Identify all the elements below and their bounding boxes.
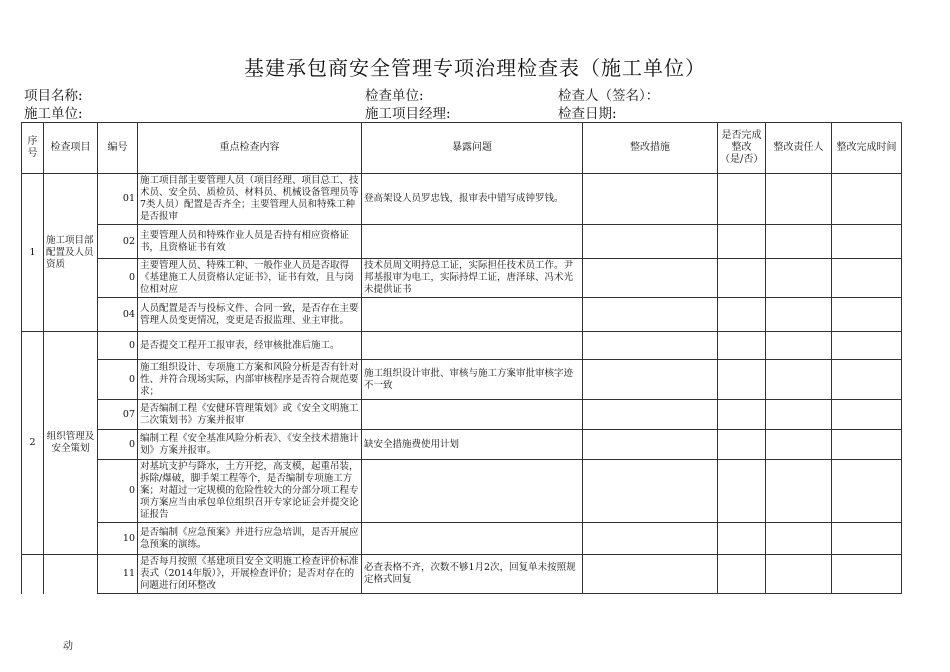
row-time [832, 460, 902, 523]
row-person [766, 555, 832, 594]
row-no: 04 [98, 298, 138, 332]
row-person [766, 430, 832, 460]
row-person [766, 460, 832, 523]
row-person [766, 259, 832, 298]
group-item: 组织管理及安全策划 [44, 332, 98, 555]
row-issue [362, 332, 583, 360]
inspect-unit-label: 检查单位: [365, 88, 424, 104]
row-content: 施工项目部主要管理人员（项目经理、项目总工、技术员、安全员、质检员、材料员、机械设备管理员等7类人员）配置是否齐全；主要管理人员和特殊工种是否报审 [138, 174, 362, 225]
group-seq [22, 555, 44, 594]
row-done [718, 298, 766, 332]
table-row [22, 332, 902, 360]
row-content: 对基坑支护与降水，土方开挖，高支模，起重吊装，拆除/爆破，脚手架工程等个，是否编制专项施工方案；对超过一定规模的危险性较大的分部分项工程专项方案应当由承包单位组织召开专家论证会并提交论证报告 [138, 460, 362, 523]
table-row [22, 259, 902, 298]
table-row [22, 555, 902, 594]
row-issue [362, 298, 583, 332]
row-issue [362, 460, 583, 523]
row-person [766, 174, 832, 225]
table-row [22, 174, 902, 225]
row-no: 11 [98, 555, 138, 594]
row-no: 10 [98, 523, 138, 555]
row-issue [362, 523, 583, 555]
header-person: 整改责任人 [766, 123, 832, 174]
project-name-label: 项目名称: [24, 88, 83, 104]
row-time [832, 259, 902, 298]
row-person [766, 523, 832, 555]
row-done [718, 400, 766, 430]
row-measure [583, 332, 718, 360]
table-row [22, 298, 902, 332]
row-done [718, 332, 766, 360]
header-content: 重点检查内容 [138, 123, 362, 174]
inspect-date-label: 检查日期: [558, 106, 617, 122]
header-seq: 序号 [22, 123, 44, 174]
row-measure [583, 174, 718, 225]
row-content: 是否每月按照《基建项目安全文明施工检查评价标准表式（2014年版）》，开展检查评价；是否对存在的问题进行闭环整改 [138, 555, 362, 594]
row-content: 主要管理人员和特殊作业人员是否持有相应资格证书，且资格证书有效 [138, 225, 362, 259]
row-content: 编制工程《安全基准风险分析表》、《安全技术措施计划》方案并报审。 [138, 430, 362, 460]
row-measure [583, 460, 718, 523]
row-measure [583, 225, 718, 259]
row-done [718, 460, 766, 523]
row-measure [583, 555, 718, 594]
row-content: 主要管理人员、特殊工种、一般作业人员是否取得《基建施工人员资格认定证书》，证书有效，且与岗位相对应 [138, 259, 362, 298]
group-item [44, 555, 98, 594]
row-issue: 施工组织设计审批、审核与施工方案审批审核字迹不一致 [362, 360, 583, 400]
row-no: 0 [98, 460, 138, 523]
row-issue: 缺安全措施费使用计划 [362, 430, 583, 460]
row-time [832, 430, 902, 460]
row-time [832, 555, 902, 594]
row-done [718, 174, 766, 225]
table-row [22, 523, 902, 555]
row-measure [583, 360, 718, 400]
row-issue [362, 225, 583, 259]
table-row [22, 430, 902, 460]
row-no: 0 [98, 430, 138, 460]
row-no: 0 [98, 332, 138, 360]
row-no: 0 [98, 360, 138, 400]
row-time [832, 523, 902, 555]
row-time [832, 225, 902, 259]
row-time [832, 332, 902, 360]
row-no: 0 [98, 259, 138, 298]
group-item: 施工项目部配置及人员资质 [44, 174, 98, 332]
row-content: 是否编制工程《安健环管理策划》或《安全文明施工二次策划书》方案并报审 [138, 400, 362, 430]
row-done [718, 360, 766, 400]
group-seq: 2 [22, 332, 44, 555]
row-measure [583, 298, 718, 332]
header-issue: 暴露问题 [362, 123, 583, 174]
row-time [832, 298, 902, 332]
table-row [22, 225, 902, 259]
table-row [22, 360, 902, 400]
row-person [766, 400, 832, 430]
row-person [766, 298, 832, 332]
row-done [718, 523, 766, 555]
header-time: 整改完成时间 [832, 123, 902, 174]
row-person [766, 225, 832, 259]
table-row [22, 460, 902, 523]
inspection-table [21, 122, 902, 594]
row-no: 01 [98, 174, 138, 225]
row-done [718, 555, 766, 594]
page-title: 基建承包商安全管理专项治理检查表（施工单位） [244, 56, 706, 80]
row-no: 02 [98, 225, 138, 259]
row-measure [583, 400, 718, 430]
row-time [832, 400, 902, 430]
table-row [22, 400, 902, 430]
row-content: 是否编制《应急预案》并进行应急培训，是否开展应急预案的演练。 [138, 523, 362, 555]
header-done: 是否完成整改（是/否） [718, 123, 766, 174]
table-header-row [22, 123, 902, 174]
row-time [832, 360, 902, 400]
row-measure [583, 430, 718, 460]
row-issue: 必查表格不齐，次数不够1月2次，回复单未按照规定格式回复 [362, 555, 583, 594]
header-no: 编号 [98, 123, 138, 174]
header-measure: 整改措施 [583, 123, 718, 174]
row-done [718, 430, 766, 460]
row-issue: 登高架设人员罗忠钱，报审表中错写成钟罗钱。 [362, 174, 583, 225]
footer-text: 动 [63, 641, 73, 652]
row-person [766, 332, 832, 360]
row-measure [583, 259, 718, 298]
row-content: 施工组织设计、专项施工方案和风险分析是否有针对性、并符合现场实际，内部审核程序是否符合规范要求； [138, 360, 362, 400]
project-manager-label: 施工项目经理: [365, 106, 451, 122]
row-person [766, 360, 832, 400]
inspector-label: 检查人（签名）： [558, 88, 660, 104]
row-issue [362, 400, 583, 430]
construction-unit-label: 施工单位: [24, 106, 83, 122]
header-item: 检查项目 [44, 123, 98, 174]
row-time [832, 174, 902, 225]
row-done [718, 259, 766, 298]
row-issue: 技术员周文明持总工证，实际担任技术员工作。尹邦基报审为电工，实际持焊工证，唐泽球、冯术光未提供证书 [362, 259, 583, 298]
row-done [718, 225, 766, 259]
row-content: 是否提交工程开工报审表，经审核批准后施工。 [138, 332, 362, 360]
row-measure [583, 523, 718, 555]
row-no: 07 [98, 400, 138, 430]
row-content: 人员配置是否与投标文件、合同一致，是否存在主要管理人员变更情况，变更是否报监理、业主审批。 [138, 298, 362, 332]
group-seq: 1 [22, 174, 44, 332]
